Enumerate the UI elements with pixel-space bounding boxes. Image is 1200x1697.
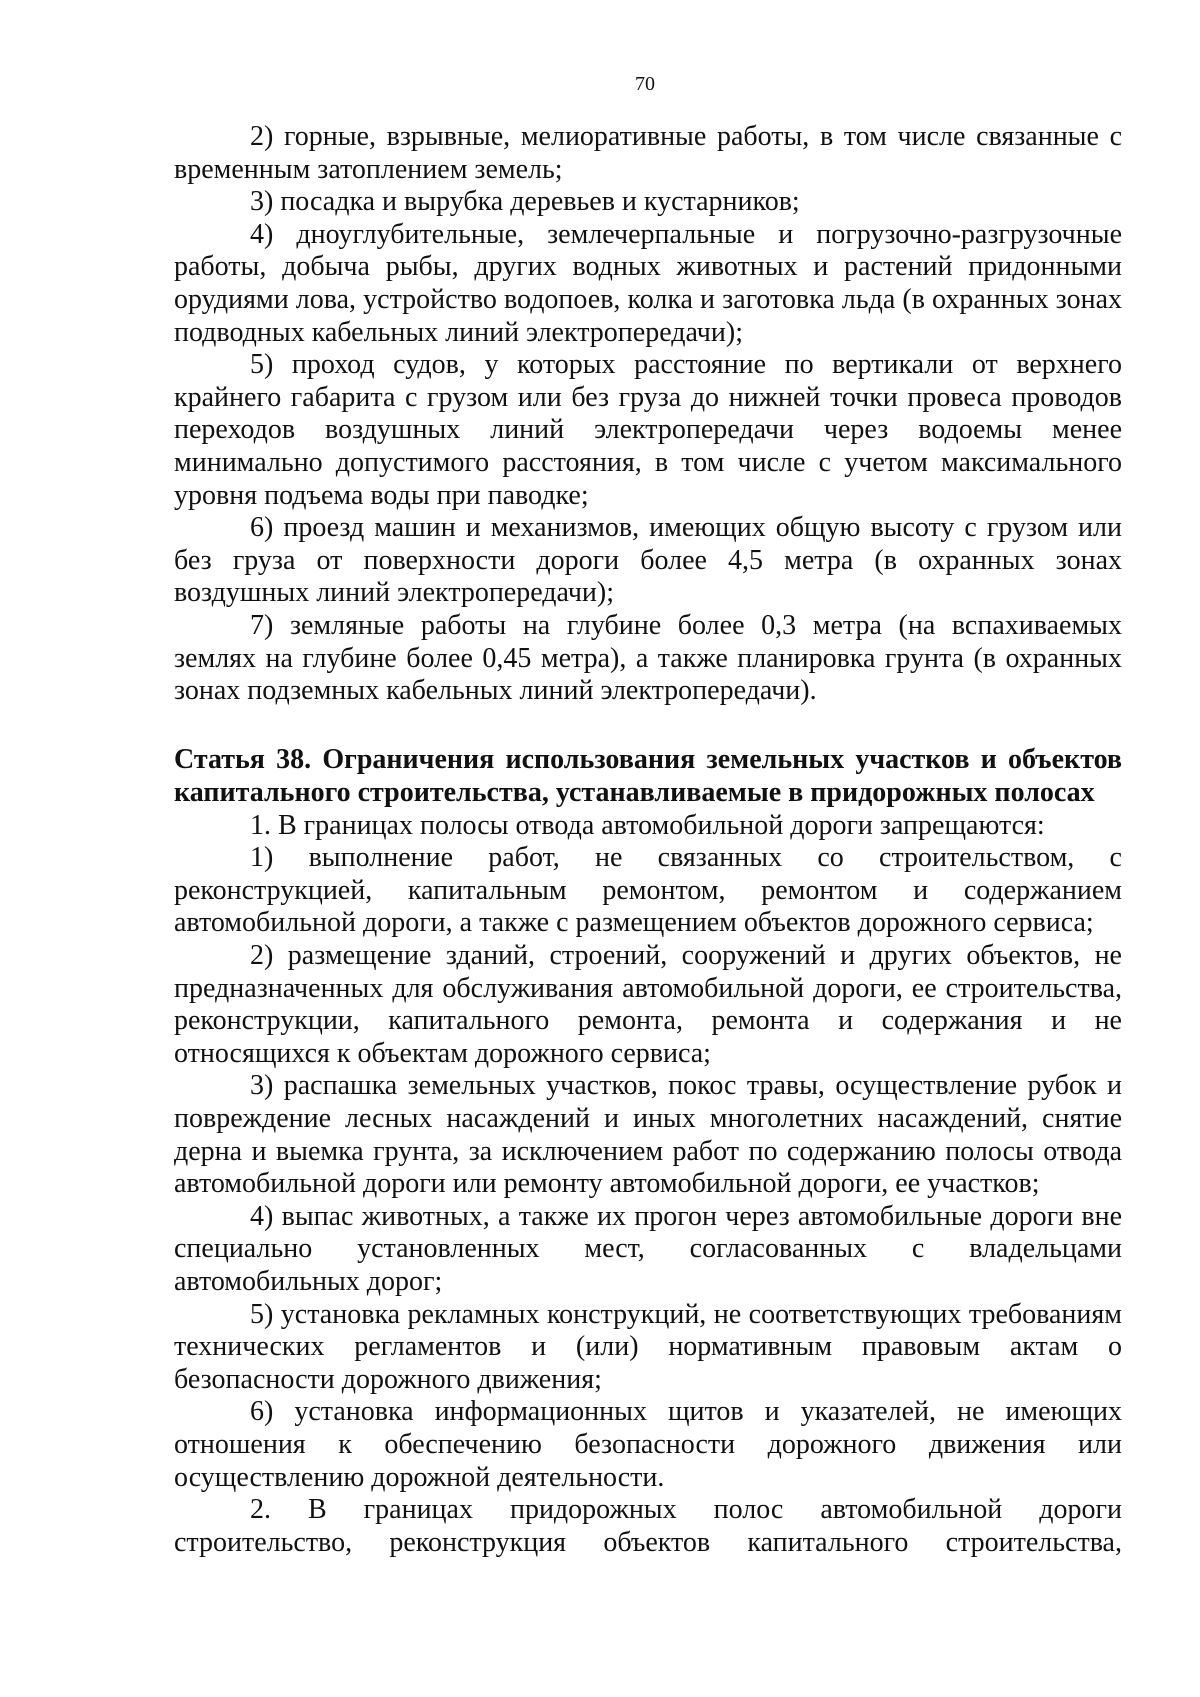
article-38-item-6: 6) установка информационных щитов и указателей, не имеющих отношения к обеспечению безопасности дорожного движения или осуществлению дорожной деятельности. [174,1396,1122,1493]
page-number: 70 [635,73,655,95]
article-38-item-1: 1) выполнение работ, не связанных со строительством, с реконструкцией, капитальным ремонтом, ремонтом и содержанием автомобильной дороги, а также с размещением объектов дорожного сервиса; [174,842,1122,939]
paragraph-item-5: 5) проход судов, у которых расстояние по вертикали от верхнего крайнего габарита с грузом или без груза до нижней точки провеса проводов переходов воздушных линий электропередачи через водоемы менее минимально допустимого расстояния, в том числе с учетом максимального уровня подъема воды при паводке; [174,349,1122,511]
article-38-item-4: 4) выпас животных, а также их прогон через автомобильные дороги вне специально установленных мест, согласованных с владельцами автомобильных дорог; [174,1200,1122,1297]
paragraph-item-6: 6) проезд машин и механизмов, имеющих общую высоту с грузом или без груза от поверхности дороги более 4,5 метра (в охранных зонах воздушных линий электропередачи); [174,512,1122,609]
paragraph-item-7: 7) земляные работы на глубине более 0,3 метра (на вспахиваемых землях на глубине более 0,45 метра), а также планировка грунта (в охранных зонах подземных кабельных линий электропередачи). [174,609,1122,707]
article-38-item-3: 3) распашка земельных участков, покос травы, осуществление рубок и повреждение лесных насаждений и иных многолетних насаждений, снятие дерна и выемка грунта, за исключением работ по содержанию полосы отвода автомобильной дороги или ремонту автомобильной дороги, ее участков; [174,1070,1122,1200]
paragraph-item-3: 3) посадка и вырубка деревьев и кустарников; [250,186,800,218]
article-38-item-2: 2) размещение зданий, строений, сооружений и других объектов, не предназначенных для обслуживания автомобильной дороги, ее строительства, реконструкции, капитального ремонта, ремонта и содержания и не относящихся к объектам дорожного сервиса; [174,940,1122,1069]
paragraph-item-4: 4) дноуглубительные, землечерпальные и погрузочно-разгрузочные работы, добыча рыбы, других водных животных и растений придонными орудиями лова, устройство водопоев, колка и заготовка льда (в охранных зонах подводных кабельных линий электропередачи); [174,218,1122,348]
article-38-item-5: 5) установка рекламных конструкций, не соответствующих требованиям технических регламентов и (или) нормативным правовым актам о безопасности дорожного движения; [174,1298,1122,1395]
paragraph-item-2: 2) горные, взрывные, мелиоративные работы, в том числе связанные с временным затоплением земель; [174,121,1122,185]
document-body [174,121,1122,1559]
article-38-heading: Статья 38. Ограничения использования земельных участков и объектов капитального строительства, устанавливаемые в придорожных полосах [174,744,1122,809]
article-38-clause-1: 1. В границах полосы отвода автомобильной дороги запрещаются: [250,809,1045,841]
article-38-clause-2: 2. В границах придорожных полос автомобильной дороги строительство, реконструкция объектов капитального строительства, [174,1494,1122,1558]
